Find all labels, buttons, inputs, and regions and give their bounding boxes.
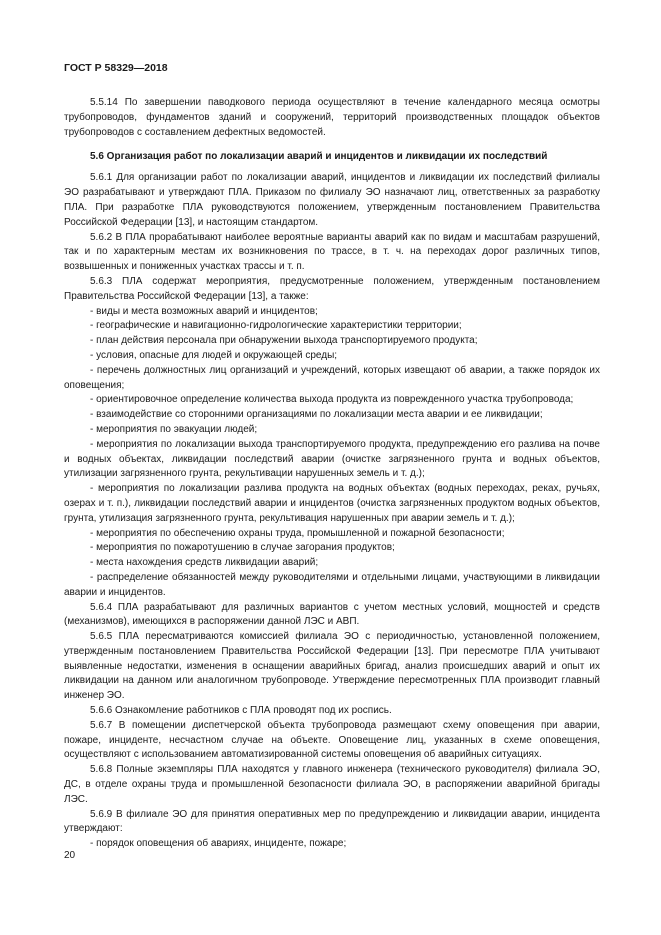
list-item: - ориентировочное определение количества выхода продукта из поврежденного участка трубопровода; [90, 394, 574, 406]
paragraph: 5.6.4 ПЛА разрабатывают для различных вариантов с учетом местных условий, мощностей и средств (механизмов), имеющихся в распоряжении данной ЛЭС и АВП. [64, 601, 600, 628]
list-item: - виды и места возможных аварий и инцидентов; [90, 305, 318, 317]
list-item: - мероприятия по локализации выхода транспортируемого продукта, предупреждению его разлива на почве и водных объектах, ликвидации последствий аварии (очистке загрязненного грунта и водных объектов, утилизации загрязненного грунта, рекультивации нарушенных земель и т. д.); [64, 438, 600, 480]
list-item: - места нахождения средств ликвидации аварий; [90, 557, 319, 569]
list-item: - порядок оповещения об авариях, инциденте, пожаре; [90, 838, 347, 850]
paragraph: 5.6.7 В помещении диспетчерской объекта трубопровода размещают схему оповещения при аварии, пожаре, инциденте, несчастном случае на объекте. Оповещение лиц, указанных в схеме оповещения, осуществляют с использованием автоматизированной системы оповещения об аварийных ситуациях. [64, 719, 600, 761]
list-item: - перечень должностных лиц организаций и учреждений, которых извещают об аварии, а также порядок их оповещения; [64, 364, 600, 391]
list-item: - мероприятия по пожаротушению в случае загорания продуктов; [90, 542, 395, 554]
list-item: - план действия персонала при обнаружении выхода транспортируемого продукта; [90, 335, 478, 347]
paragraph: 5.6.6 Ознакомление работников с ПЛА проводят под их роспись. [90, 705, 392, 717]
list-item: - мероприятия по обеспечению охраны труда, промышленной и пожарной безопасности; [90, 527, 505, 539]
paragraph: 5.6.2 В ПЛА прорабатывают наиболее вероятные варианты аварий как по видам и масштабам разрушений, так и по характерным местам их возникновения по трассе, в т. ч. на переходах дорог различных типов, возвышенных и пониженных участках трассы и т. п. [64, 231, 600, 273]
list-item: - мероприятия по эвакуации людей; [90, 423, 258, 435]
paragraph: 5.6.8 Полные экземпляры ПЛА находятся у главного инженера (технического руководителя) филиала ЭО, ДС, в отделе охраны труда и промышленной безопасности филиала ЭО, в распоряжении аварийной бригады ЛЭС. [64, 764, 600, 805]
paragraph: 5.6.9 В филиале ЭО для принятия оперативных мер по предупреждению и ликвидации аварии, инцидента утверждают: [64, 808, 600, 835]
paragraph: 5.6.5 ПЛА пересматриваются комиссией филиала ЭО с периодичностью, установленной положением, утвержденным постановлением Правительства Российской Федерации [13]. При пересмотре ПЛА учитывают выявленные недостатки, изменения в оснащении аварийных бригад, анализ происшедших аварий и опыт их ликвидации на данном или аналогичном трубопроводе. Утверждение пересмотренных ПЛА производит главный инженер ЭО. [64, 631, 600, 702]
document-header: ГОСТ Р 58329—2018 [64, 62, 168, 74]
page-number: 20 [64, 850, 76, 861]
section-heading: 5.6 Организация работ по локализации аварий и инцидентов и ликвидации их последствий [90, 151, 548, 163]
paragraph-5-5-14: 5.5.14 По завершении паводкового периода осуществляют в течение календарного месяца осмотры трубопроводов, фундаментов зданий и сооружений, территорий производственных площадок объектов трубопроводов с составлением дефектных ведомостей. [64, 97, 600, 138]
list-item: - географические и навигационно-гидрологические характеристики территории; [90, 320, 462, 332]
list-item: - условия, опасные для людей и окружающей среды; [90, 349, 338, 361]
document-body [64, 96, 600, 852]
paragraph: 5.6.1 Для организации работ по локализации аварий, инцидентов и ликвидации их последствий филиалы ЭО разрабатывают и утверждают ПЛА. Приказом по филиалу ЭО назначают лиц, ответственных за разработку ПЛА. При разработке ПЛА руководствуются положением, утвержденным постановлением Правительства Российской Федерации [13], и настоящим стандартом. [64, 172, 600, 228]
list-item: - мероприятия по локализации разлива продукта на водных объектах (водных переходах, реках, ручьях, озерах и т. п.), ликвидации последствий аварии и инцидентов (очистка загрязненных продуктом водных объектов, грунта, утилизация загрязненного грунта, рекультивация нарушенных при аварии земель и т. д.); [64, 483, 600, 524]
list-item: - распределение обязанностей между руководителями и отдельными лицами, участвующими в ликвидации аварии и инцидентов. [64, 571, 600, 598]
list-item: - взаимодействие со сторонними организациями по локализации места аварии и ее ликвидации; [90, 409, 543, 421]
paragraph: 5.6.3 ПЛА содержат мероприятия, предусмотренные положением, утвержденным постановлением Правительства Российской Федерации [13], а также: [64, 275, 600, 302]
